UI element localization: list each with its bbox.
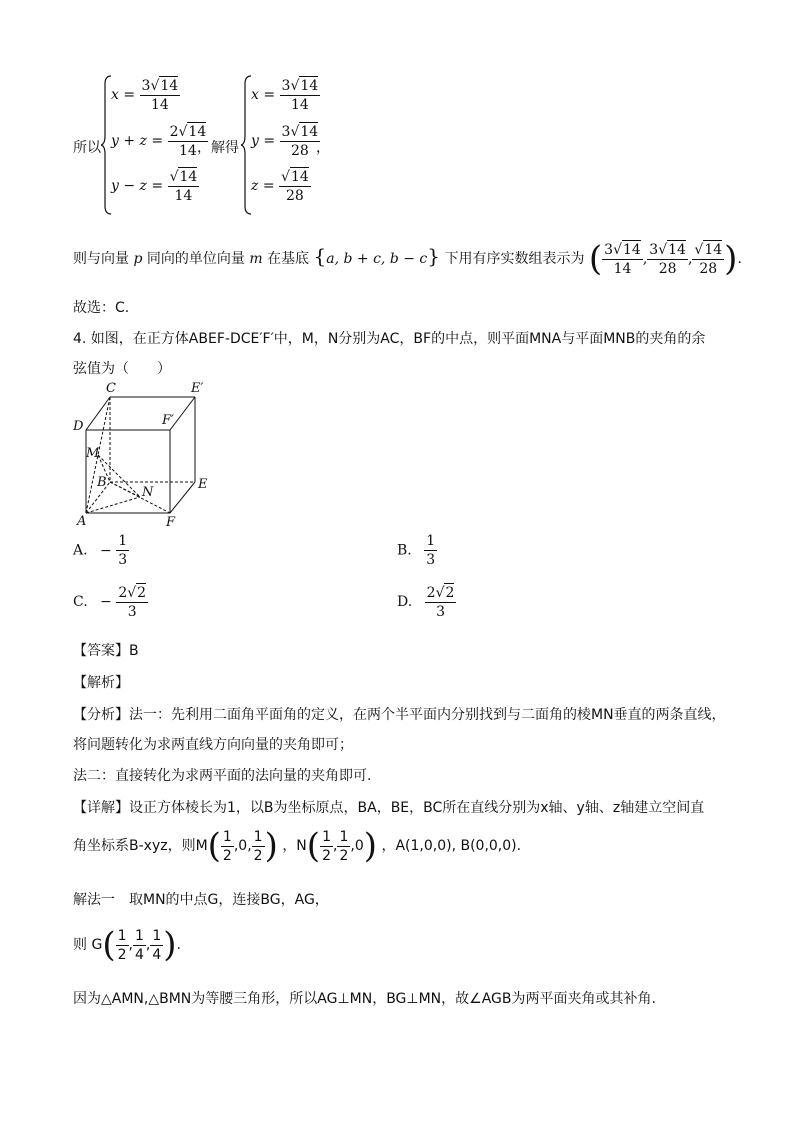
- answer-line: 【答案】B: [73, 643, 139, 659]
- analysis-tag: 【解析】: [73, 675, 129, 691]
- prev-choice: 故选：C.: [73, 300, 130, 316]
- option-c[interactable]: C. − $\frac{2√2}{3}$: [73, 585, 147, 620]
- fenxi-line1: 【分析】法一：先利用二面角平面角的定义，在两个半平面内分别找到与二面角的棱MN垂直的两条直线，: [73, 707, 726, 723]
- label-E1: E′: [191, 381, 204, 396]
- label-F1: F′: [162, 413, 174, 428]
- fenxi-line2: 将问题转化为求两直线方向向量的夹角即可；: [73, 737, 353, 753]
- label-N: N: [142, 485, 154, 500]
- left-eq-3: y − z = $\frac{√14}{14}$: [111, 169, 198, 204]
- system-mid: ，解得: [197, 140, 239, 156]
- unit-vector-line: 则与向量 p 同向的单位向量 m 在基底 {a, b + c, b − c} 下用有序实数组表示为 ( $\frac{3√14}{14}$ , $\frac{3√14}{28}$ , $\frac{√14}{28}$ ).: [73, 239, 742, 279]
- label-A: A: [77, 514, 87, 529]
- label-E: E: [198, 477, 208, 492]
- cube-figure: [68, 380, 228, 530]
- detail-line2: 角坐标系B-xyz，则M( $\frac{1}{2}$ ,0, $\frac{1}{2}$ ) ，N( $\frac{1}{2}$ , $\frac{1}{2}$ ,0) ，A(1,0,0), B(0,0,0).: [73, 826, 522, 866]
- detail-line1: 【详解】设正方体棱长为1，以B为坐标原点，BA，BE，BC所在直线分别为x轴、y轴、z轴建立空间直: [73, 800, 705, 816]
- q4-line1: 4. 如图，在正方体ABEF-DCE′F′中，M，N分别为AC，BF的中点，则平面MNA与平面MNB的夹角的余: [73, 331, 706, 347]
- option-b[interactable]: B. $\frac{1}{3}$: [397, 533, 436, 568]
- left-eq-1: x = $\frac{3√14}{14}$: [111, 78, 179, 113]
- method1-line1: 解法一 取MN的中点G，连接BG，AG，: [73, 892, 329, 908]
- right-eq-2: y = $\frac{3√14}{28}$: [251, 124, 319, 159]
- label-C: C: [106, 381, 116, 396]
- fenxi-line3: 法二：直接转化为求两平面的法向量的夹角即可.: [73, 768, 372, 784]
- label-D: D: [73, 419, 84, 434]
- right-eq-3: z = $\frac{√14}{28}$: [251, 169, 309, 204]
- label-F: F: [166, 515, 176, 530]
- q4-line2: 弦值为（ ）: [73, 361, 171, 377]
- system-prefix: 所以: [73, 140, 101, 156]
- system-end: ，: [316, 140, 330, 156]
- label-M: M: [86, 446, 100, 461]
- left-eq-2: y + z = $\frac{2√14}{14}$: [111, 124, 207, 159]
- label-B: B: [97, 475, 107, 490]
- option-d[interactable]: D. $\frac{2√2}{3}$: [397, 585, 455, 620]
- right-eq-1: x = $\frac{3√14}{14}$: [251, 78, 319, 113]
- option-a[interactable]: A. − $\frac{1}{3}$: [73, 533, 128, 568]
- method1-line2: 则 G( $\frac{1}{2}$ , $\frac{1}{4}$ , $\frac{1}{4}$ ).: [73, 925, 181, 965]
- method1-line3: 因为△AMN,△BMN为等腰三角形，所以AG⊥MN，BG⊥MN，故∠AGB为两平面夹角或其补角.: [73, 991, 656, 1007]
